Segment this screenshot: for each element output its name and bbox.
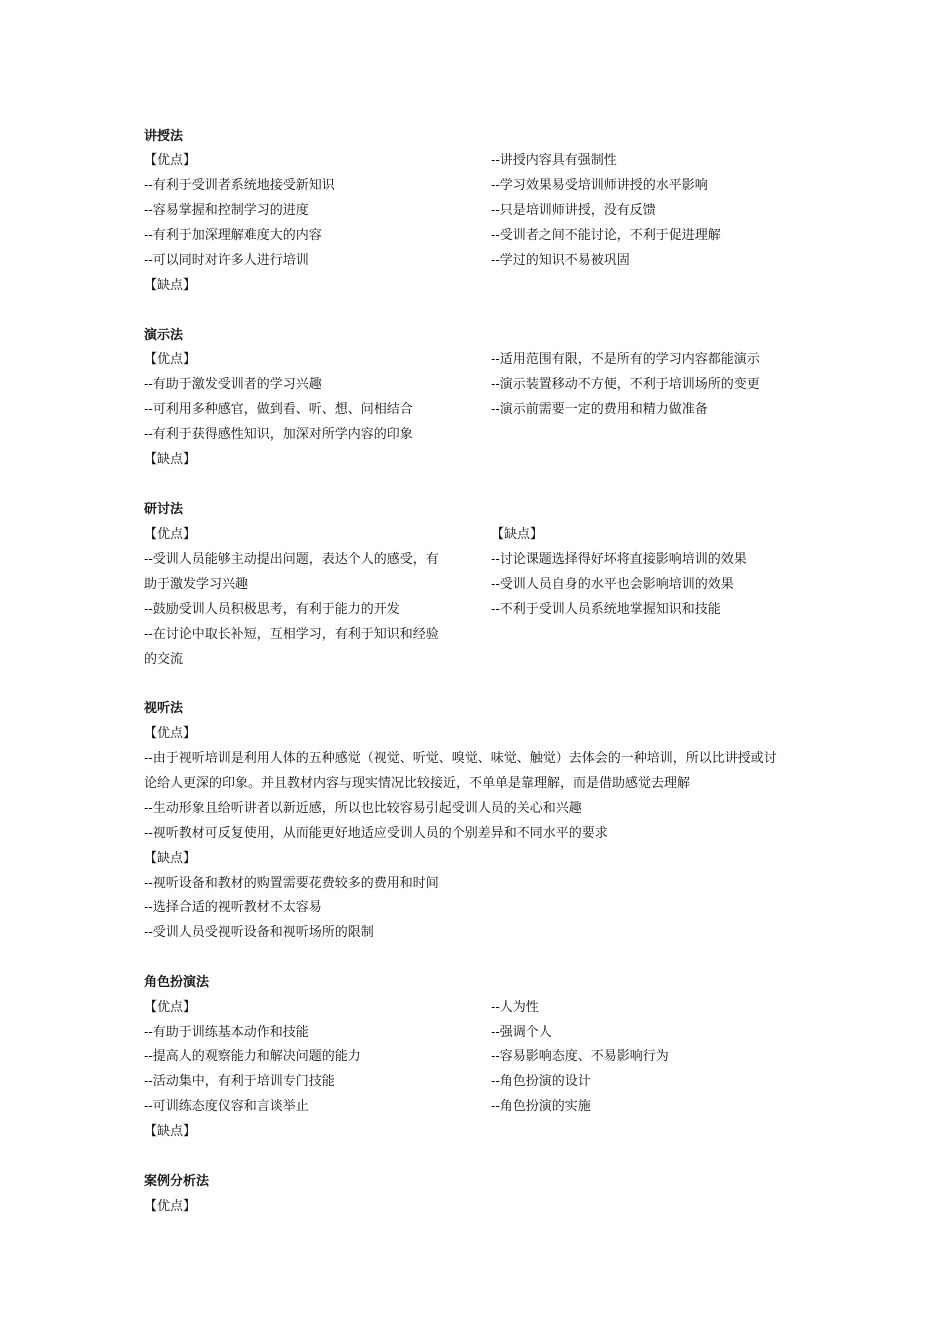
list-item: --适用范围有限，不是所有的学习内容都能演示 — [491, 352, 760, 367]
section-title-case-study: 案例分析法 — [144, 1174, 210, 1189]
section-title-demonstration: 演示法 — [144, 328, 184, 343]
list-item: --角色扮演的设计 — [491, 1074, 591, 1089]
list-item: --容易影响态度、不易影响行为 — [491, 1049, 669, 1064]
list-item: --有助于训练基本动作和技能 — [144, 1025, 309, 1040]
section-title-seminar: 研讨法 — [144, 502, 184, 517]
advantages-label: 【优点】 — [144, 527, 197, 542]
list-item: --讨论课题选择得好坏将直接影响培训的效果 — [491, 552, 747, 567]
list-item: --角色扮演的实施 — [491, 1099, 591, 1114]
list-item: --受训人员能够主动提出问题，表达个人的感受，有 — [144, 552, 439, 567]
advantages-label: 【优点】 — [144, 726, 197, 741]
list-item: --在讨论中取长补短，互相学习，有利于知识和经验 — [144, 627, 439, 642]
list-item: --提高人的观察能力和解决问题的能力 — [144, 1049, 361, 1064]
list-item: --讲授内容具有强制性 — [491, 153, 617, 168]
disadvantages-label: 【缺点】 — [144, 278, 197, 293]
section-title-audiovisual: 视听法 — [144, 701, 184, 716]
list-item: --演示装置移动不方便，不利于培训场所的变更 — [491, 377, 760, 392]
disadvantages-label: 【缺点】 — [144, 452, 197, 467]
disadvantages-label: 【缺点】 — [144, 1124, 197, 1139]
list-item: --有助于激发受训者的学习兴趣 — [144, 377, 322, 392]
advantages-label: 【优点】 — [144, 153, 197, 168]
list-item: --人为性 — [491, 1000, 539, 1015]
list-item: --视听教材可反复使用，从而能更好地适应受训人员的个别差异和不同水平的要求 — [144, 826, 608, 841]
list-item: --受训者之间不能讨论，不利于促进理解 — [491, 228, 721, 243]
list-item: --只是培训师讲授，没有反馈 — [491, 203, 656, 218]
list-item: 的交流 — [144, 652, 184, 667]
list-item: --演示前需要一定的费用和精力做准备 — [491, 402, 708, 417]
list-item: --可以同时对许多人进行培训 — [144, 253, 309, 268]
list-item: --鼓励受训人员积极思考，有利于能力的开发 — [144, 602, 400, 617]
list-item: --受训人员自身的水平也会影响培训的效果 — [491, 577, 734, 592]
list-item: --生动形象且给听讲者以新近感，所以也比较容易引起受训人员的关心和兴趣 — [144, 801, 582, 816]
disadvantages-label: 【缺点】 — [491, 527, 544, 542]
disadvantages-label: 【缺点】 — [144, 851, 197, 866]
list-item: 助于激发学习兴趣 — [144, 577, 249, 592]
list-item: --强调个人 — [491, 1025, 552, 1040]
list-item: --活动集中，有利于培训专门技能 — [144, 1074, 335, 1089]
list-item: --受训人员受视听设备和视听场所的限制 — [144, 925, 374, 940]
list-item: --可训练态度仪容和言谈举止 — [144, 1099, 309, 1114]
list-item: --视听设备和教材的购置需要花费较多的费用和时间 — [144, 876, 439, 891]
list-item: --选择合适的视听教材不太容易 — [144, 900, 322, 915]
list-item: --容易掌握和控制学习的进度 — [144, 203, 309, 218]
section-title-role-play: 角色扮演法 — [144, 975, 210, 990]
list-item: --不利于受训人员系统地掌握知识和技能 — [491, 602, 721, 617]
list-item: --有利于受训者系统地接受新知识 — [144, 178, 335, 193]
list-item: --学过的知识不易被巩固 — [491, 253, 630, 268]
list-item: --学习效果易受培训师讲授的水平影响 — [491, 178, 708, 193]
list-item: --由于视听培训是利用人体的五种感觉（视觉、听觉、嗅觉、味觉、触觉）去体会的一种培训，所以比讲授或讨 — [144, 751, 777, 766]
list-item: 论给人更深的印象。并且教材内容与现实情况比较接近，不单单是靠理解，而是借助感觉去理解 — [144, 776, 691, 791]
advantages-label: 【优点】 — [144, 352, 197, 367]
list-item: --有利于获得感性知识，加深对所学内容的印象 — [144, 427, 413, 442]
section-title-lecture: 讲授法 — [144, 129, 184, 144]
list-item: --可利用多种感官，做到看、听、想、问相结合 — [144, 402, 413, 417]
advantages-label: 【优点】 — [144, 1199, 197, 1214]
list-item: --有利于加深理解难度大的内容 — [144, 228, 322, 243]
advantages-label: 【优点】 — [144, 1000, 197, 1015]
